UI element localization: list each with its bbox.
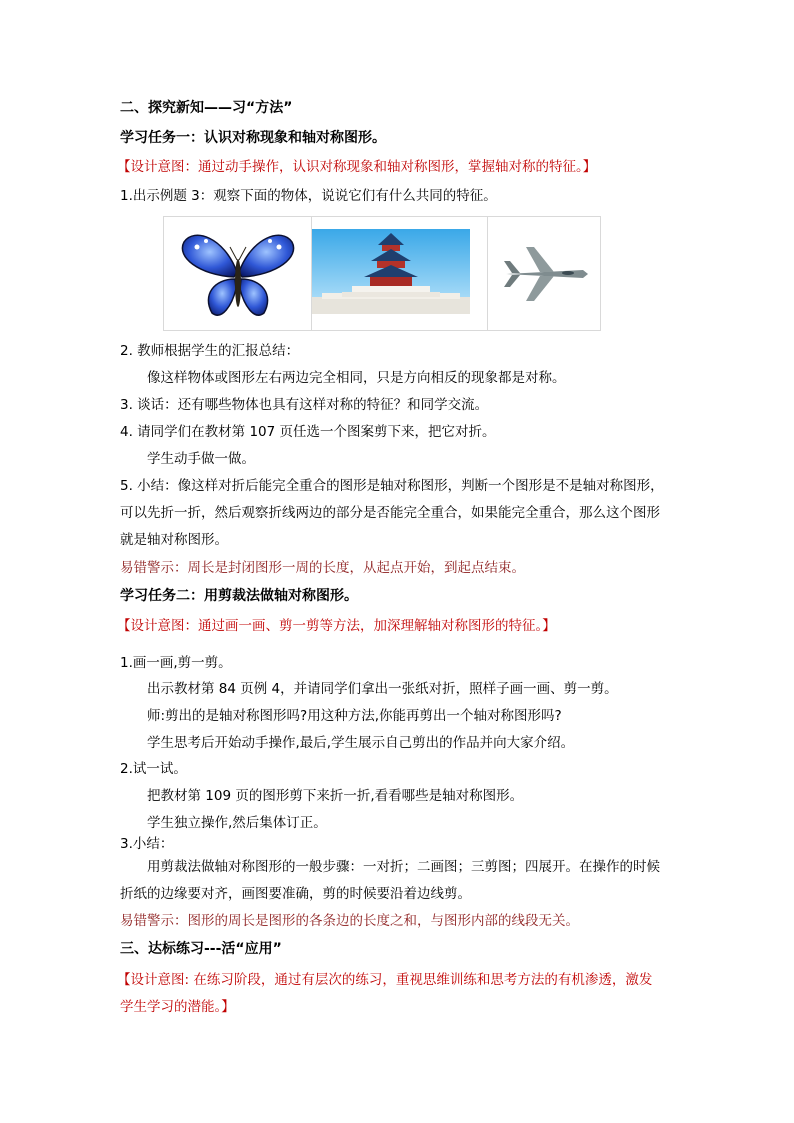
example-images-table <box>163 216 601 331</box>
task1-step4: 4. 请同学们在教材第 107 页任选一个图案剪下来，把它对折。 <box>120 424 496 440</box>
task2-step1-a: 出示教材第 84 页例 4，并请同学们拿出一张纸对折，照样子画一画、剪一剪。 <box>147 681 618 697</box>
task1-design-intent: 【设计意图：通过动手操作，认识对称现象和轴对称图形，掌握轴对称的特征。】 <box>117 159 597 175</box>
practice-design-intent-line1: 【设计意图: 在练习阶段，通过有层次的练习，重视思维训练和思考方法的有机渗透，激发 <box>117 972 653 988</box>
butterfly-image-cell <box>164 217 312 330</box>
task2-step1: 1.画一画,剪一剪。 <box>120 655 232 671</box>
fighter-jet-image <box>488 217 600 330</box>
task1-step2: 2. 教师根据学生的汇报总结： <box>120 343 300 359</box>
task1-step5-line1: 5. 小结：像这样对折后能完全重合的图形是轴对称图形，判断一个图形是不是轴对称图形， <box>120 478 664 494</box>
butterfly-image <box>164 217 311 330</box>
task2-step2-b: 学生独立操作,然后集体订正。 <box>147 815 327 831</box>
task2-warning: 易错警示：图形的周长是图形的各条边的长度之和，与图形内部的线段无关。 <box>120 913 579 929</box>
task1-step4-detail: 学生动手做一做。 <box>147 451 255 467</box>
task1-step1: 1.出示例题 3：观察下面的物体，说说它们有什么共同的特征。 <box>120 188 497 204</box>
temple-of-heaven-image <box>312 217 487 330</box>
task1-step2-detail: 像这样物体或图形左右两边完全相同，只是方向相反的现象都是对称。 <box>147 370 566 386</box>
task1-step3: 3. 谈话：还有哪些物体也具有这样对称的特征？和同学交流。 <box>120 397 489 413</box>
section-heading-practice: 三、达标练习---活“应用” <box>120 941 282 957</box>
task1-step5-line3: 就是轴对称图形。 <box>120 532 228 548</box>
task2-step2: 2.试一试。 <box>120 761 187 777</box>
task2-step1-c: 学生思考后开始动手操作,最后,学生展示自己剪出的作品并向大家介绍。 <box>147 735 575 751</box>
task2-step3-line2: 折纸的边缘要对齐，画图要准确，剪的时候要沿着边线剪。 <box>120 886 471 902</box>
practice-design-intent-line2: 学生学习的潜能。】 <box>120 999 235 1015</box>
jet-image-cell <box>488 217 600 330</box>
task1-warning: 易错警示：周长是封闭图形一周的长度，从起点开始，到起点结束。 <box>120 560 525 576</box>
task2-step3-line1: 用剪裁法做轴对称图形的一般步骤：一对折；二画图；三剪图；四展开。在操作的时候 <box>147 859 660 875</box>
task2-step3: 3.小结： <box>120 836 174 852</box>
task2-step2-a: 把教材第 109 页的图形剪下来折一折,看看哪些是轴对称图形。 <box>147 788 524 804</box>
temple-image-cell <box>312 217 488 330</box>
section-heading-explore: 二、探究新知——习“方法” <box>120 100 293 116</box>
task2-step1-b: 师:剪出的是轴对称图形吗?用这种方法,你能再剪出一个轴对称图形吗? <box>147 708 562 724</box>
task1-step5-line2: 可以先折一折，然后观察折线两边的部分是否能完全重合，如果能完全重合，那么这个图形 <box>120 505 660 521</box>
task2-design-intent: 【设计意图：通过画一画、剪一剪等方法，加深理解轴对称图形的特征。】 <box>117 618 556 634</box>
task2-title: 学习任务二：用剪裁法做轴对称图形。 <box>120 588 358 604</box>
task1-title: 学习任务一：认识对称现象和轴对称图形。 <box>120 130 386 146</box>
